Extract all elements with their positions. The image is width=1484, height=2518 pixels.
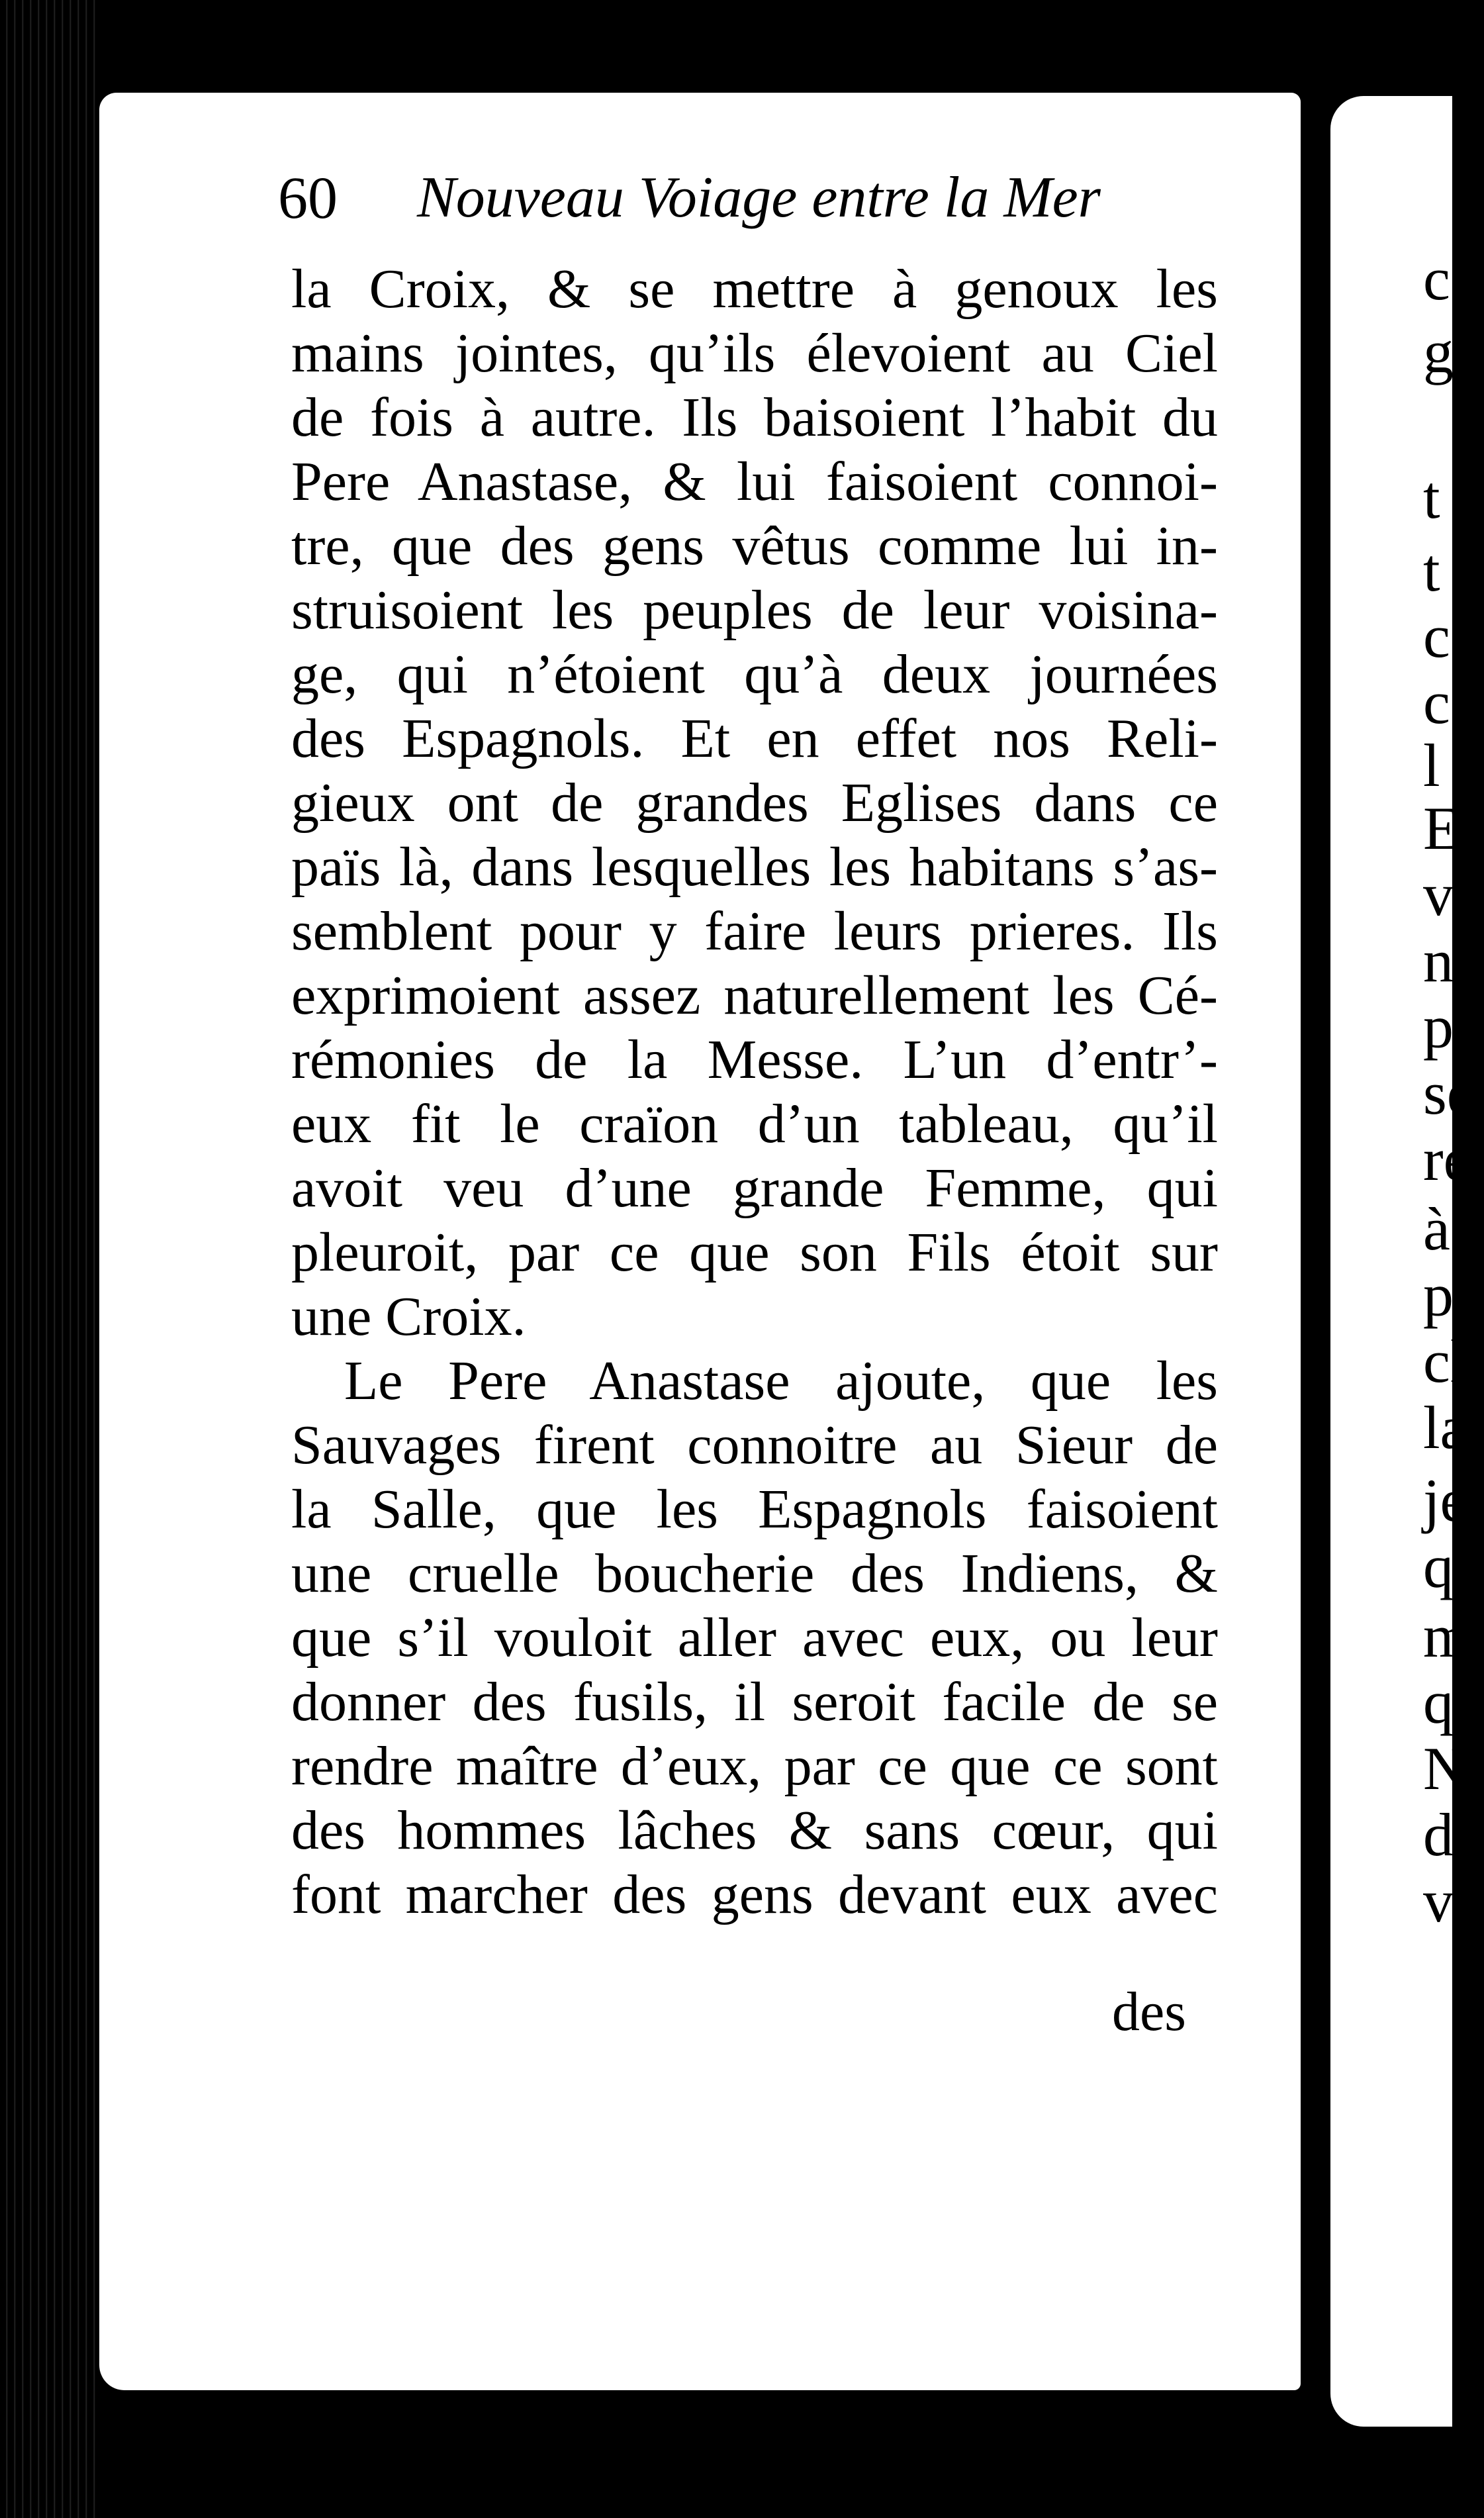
text-line: eux fit le craïon d’un tableau, qu’il [291,1093,1218,1155]
text-line: font marcher des gens devant eux avec [291,1864,1218,1925]
facing-page-fragment: qu [1423,1669,1484,1736]
facing-page-fragment: cl [1423,1328,1467,1395]
text-line: des Espagnols. Et en effet nos Reli- [291,708,1218,769]
paragraph-1 [291,257,1218,1349]
text-line: rendre maître d’eux, par ce que ce sont [291,1735,1218,1797]
facing-page-fragment: se [1423,1059,1474,1127]
body-text [291,257,1218,1927]
text-line: tre, que des gens vêtus comme lui in- [291,515,1218,577]
text-line: païs là, dans lesquelles les habitans s’as- [291,836,1218,898]
page-header [278,164,1205,250]
text-line: la Croix, & se mettre à genoux les [291,258,1218,320]
text-line: Le Pere Anastase ajoute, que les [344,1350,1218,1412]
text-line: exprimoient assez naturellement les Cé- [291,965,1218,1026]
facing-page-fragment: t [1423,536,1440,604]
facing-page-fragment: p [1423,993,1454,1061]
facing-page-edge [1330,96,1484,2427]
facing-page-fragment: à [1423,1195,1450,1263]
facing-page-fragment: v [1423,861,1454,928]
facing-page-fragment: l [1423,732,1440,799]
text-line: Pere Anastase, & lui faisoient connoi- [291,451,1218,512]
facing-page-fragment: je [1423,1467,1467,1534]
running-title: Nouveau Voiage entre la Mer [417,166,1101,230]
text-line: semblent pour y faire leurs prieres. Ils [291,900,1218,962]
text-line: mains jointes, qu’ils élevoient au Ciel [291,322,1218,384]
facing-page-fragment: t [1423,463,1440,531]
facing-page-fragment: de [1423,1801,1481,1868]
text-line: ge, qui n’étoient qu’à deux journées [291,644,1218,705]
text-line: gieux ont de grandes Eglises dans ce [291,772,1218,834]
text-line: rémonies de la Messe. L’un d’entr’- [291,1029,1218,1090]
facing-page-fragment: la [1423,1394,1467,1461]
facing-page-fragment: c [1423,669,1450,736]
facing-page-fragment: ve [1423,1867,1481,1935]
text-line: que s’il vouloit aller avec eux, ou leur [291,1607,1218,1669]
facing-page-fragment: c [1423,603,1450,670]
facing-page-fragment: E [1423,795,1461,862]
text-line: Sauvages firent connoitre au Sieur de [291,1414,1218,1476]
text-line: de fois à autre. Ils baisoient l’habit du [291,387,1218,448]
text-line: des hommes lâches & sans cœur, qui [291,1800,1218,1861]
facing-page-fragment: N [1423,1735,1467,1802]
page-number: 60 [278,166,338,231]
paragraph-2 [291,1349,1218,1927]
text-line: struisoient les peuples de leur voisina- [291,579,1218,641]
text-line: pleuroit, par ce que son Fils étoit sur [291,1222,1218,1283]
facing-page-fragment: c [1423,245,1450,313]
text-line: la Salle, que les Espagnols faisoient [291,1478,1218,1540]
book-binding-edge [0,0,99,2518]
text-line: donner des fusils, il seroit facile de se [291,1671,1218,1733]
facing-page-fragment: p [1423,1261,1454,1329]
facing-page-fragment: g [1423,318,1454,385]
text-line: une Croix. [291,1286,526,1347]
facing-page-fragment: q [1423,1533,1454,1600]
facing-page-fragment: re [1423,1126,1471,1193]
facing-page-fragment: n [1423,927,1454,994]
text-line: une cruelle boucherie des Indiens, & [291,1543,1218,1604]
catchword: des [1112,1981,1186,2043]
text-line: avoit veu d’une grande Femme, qui [291,1157,1218,1219]
facing-page-fragment: m [1423,1602,1471,1670]
